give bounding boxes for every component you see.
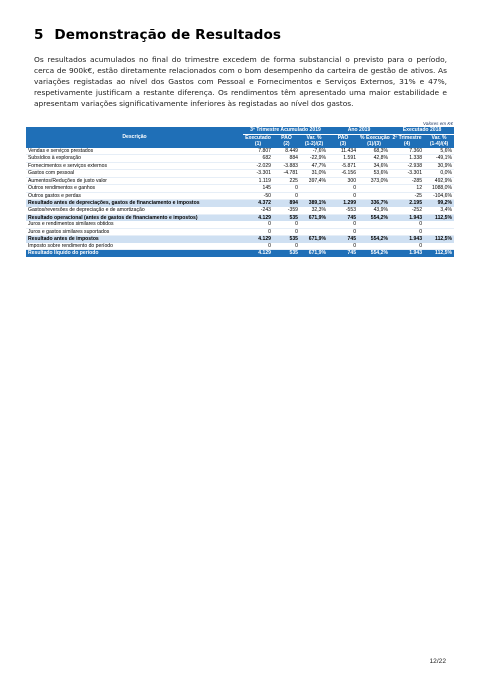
row-label: Juros e gastos similares suportados [26, 228, 243, 236]
row-value [358, 228, 390, 236]
row-value: 5,6% [424, 148, 454, 155]
row-value: 0 [243, 243, 273, 250]
row-value: 0 [390, 243, 424, 250]
row-value [424, 221, 454, 228]
row-value: 884 [273, 155, 300, 163]
row-value [358, 185, 390, 193]
row-value: 671,9% [300, 214, 328, 221]
row-value: 0,0% [424, 170, 454, 178]
table-row [26, 228, 454, 236]
subtotal-row [26, 236, 454, 243]
row-value [424, 243, 454, 250]
row-value: -553 [328, 207, 358, 214]
row-value: -2.029 [243, 162, 273, 170]
row-value: 682 [243, 155, 273, 163]
row-value: 1.943 [390, 214, 424, 221]
row-value: -22,9% [300, 155, 328, 163]
row-value: 894 [273, 200, 300, 207]
row-value: 32,3% [300, 207, 328, 214]
col-header: PAO [273, 134, 300, 141]
row-value: 554,2% [358, 236, 390, 243]
row-value: 0 [328, 192, 358, 200]
row-value: 554,2% [358, 250, 390, 257]
group-header-q3: 3º Trimestre Acumulado 2019 [243, 127, 328, 134]
row-value: 0 [328, 243, 358, 250]
row-value: -104,6% [424, 192, 454, 200]
row-value: 1.943 [390, 236, 424, 243]
group-header-prev: Executado 2018 [390, 127, 454, 134]
row-value: -4.781 [273, 170, 300, 178]
description-header: Descrição [26, 127, 243, 148]
table-row [26, 192, 454, 200]
col-header: Var. % [300, 134, 328, 141]
row-value: 53,6% [358, 170, 390, 178]
row-value: 8.449 [273, 148, 300, 155]
row-value [300, 243, 328, 250]
row-value: 7.807 [243, 148, 273, 155]
intro-paragraph: Os resultados acumulados no final do trimestre excedem de forma substancial o previsto para o período, cerca de 900k€, estão diretamente relacionados com o bom desempenho da carteira de gestão de ativos. As variações registadas ao nível dos Gastos com Pessoal e Fornecimentos e Serviços Externos, 31% e 47%, respetivamente justificam a restante diferença. Os rendimentos têm apresentado uma maior estabilidade e apresentam variações significativamente inferiores às registadas ao nível dos gastos. [34, 55, 447, 108]
col-header: Executado [243, 134, 273, 141]
row-value [300, 185, 328, 193]
row-value [358, 243, 390, 250]
row-value: 0 [273, 243, 300, 250]
row-value: 4.372 [243, 200, 273, 207]
row-value: -49,1% [424, 155, 454, 163]
col-subheader: (1-4)/(4) [424, 141, 454, 148]
row-value: -50 [243, 192, 273, 200]
row-value: 0 [328, 228, 358, 236]
row-label: Juros e rendimentos similares obtidos [26, 221, 243, 228]
table-row [26, 185, 454, 193]
col-header: % Execução [360, 134, 390, 141]
row-value: -5.871 [328, 162, 358, 170]
row-value: 4.129 [243, 250, 273, 257]
group-header-year: Ano 2019 [328, 127, 390, 134]
row-value: 34,6% [358, 162, 390, 170]
row-label: Subsídios à exploração [26, 155, 243, 163]
table-row [26, 243, 454, 250]
row-value: -359 [273, 207, 300, 214]
row-value: 1.299 [328, 200, 358, 207]
section-title: Demonstração de Resultados [54, 27, 282, 43]
row-value: 0 [390, 221, 424, 228]
row-value: 12 [390, 185, 424, 193]
row-value [424, 228, 454, 236]
col-header: Var. % [424, 134, 454, 141]
row-value: 492,9% [424, 177, 454, 185]
row-value: 0 [328, 185, 358, 193]
row-value: 745 [328, 236, 358, 243]
table-body [26, 148, 454, 257]
row-label: Resultado antes de impostos [26, 236, 243, 243]
row-value: -25 [390, 192, 424, 200]
row-value: 11.434 [328, 148, 358, 155]
row-value: -6.156 [328, 170, 358, 178]
row-value: 535 [273, 214, 300, 221]
row-value: 47,7% [300, 162, 328, 170]
row-value: 0 [273, 192, 300, 200]
row-value: 1.338 [390, 155, 424, 163]
row-value: 671,9% [300, 250, 328, 257]
row-value: 30,9% [424, 162, 454, 170]
row-value: 0 [328, 221, 358, 228]
table-row [26, 221, 454, 228]
row-value: 112,5% [424, 214, 454, 221]
col-header: PAO [328, 134, 358, 141]
row-value [358, 192, 390, 200]
row-value: 0 [273, 228, 300, 236]
col-subheader: (3) [328, 141, 358, 148]
row-value: 300 [328, 177, 358, 185]
subtotal-row [26, 200, 454, 207]
row-label: Gastos com pessoal [26, 170, 243, 178]
values-unit-note: Valores em K€ [423, 121, 453, 126]
row-value: -3.301 [243, 170, 273, 178]
row-label: Aumentos/Reduções de justo valor [26, 177, 243, 185]
row-value: 2.195 [390, 200, 424, 207]
row-value: 0 [390, 228, 424, 236]
row-label: Resultado antes de depreciações, gastos de financiamento e impostos [26, 200, 243, 207]
row-value [300, 221, 328, 228]
row-value: 554,2% [358, 214, 390, 221]
row-value: 112,5% [424, 236, 454, 243]
row-value: 535 [273, 250, 300, 257]
row-value: 112,5% [424, 250, 454, 257]
row-value: 225 [273, 177, 300, 185]
row-value: 1088,0% [424, 185, 454, 193]
col-subheader: (1)/(3) [358, 141, 390, 148]
col-header: 2º Trimestre [390, 134, 424, 141]
row-label: Vendas e serviços prestados [26, 148, 243, 155]
row-label: Resultado líquido do período [26, 250, 243, 257]
row-value [300, 228, 328, 236]
row-value: 4.129 [243, 236, 273, 243]
row-value: 68,3% [358, 148, 390, 155]
row-value: 745 [328, 250, 358, 257]
row-label: Resultado operacional (antes de gastos de financiamento e impostos) [26, 214, 243, 221]
row-value: 0 [273, 221, 300, 228]
row-value: 389,1% [300, 200, 328, 207]
col-subheader: (2) [273, 141, 300, 148]
row-value: 336,7% [358, 200, 390, 207]
row-value: 31,0% [300, 170, 328, 178]
col-subheader: (1) [243, 141, 273, 148]
row-value [300, 192, 328, 200]
row-value: 671,9% [300, 236, 328, 243]
row-value: 535 [273, 236, 300, 243]
section-number: 5 [34, 27, 44, 43]
row-value: 43,9% [358, 207, 390, 214]
row-value: 7.360 [390, 148, 424, 155]
table-row [26, 155, 454, 163]
table-row [26, 170, 454, 178]
row-value: -2.938 [390, 162, 424, 170]
row-label: Fornecimentos e serviços externos [26, 162, 243, 170]
table-row [26, 207, 454, 214]
row-value: 145 [243, 185, 273, 193]
row-label: Gastos/reversões de depreciação e de amortização [26, 207, 243, 214]
table-row [26, 148, 454, 155]
table-row [26, 162, 454, 170]
row-value: -243 [243, 207, 273, 214]
row-value: 1.119 [243, 177, 273, 185]
row-value: -285 [390, 177, 424, 185]
income-statement-table [26, 127, 454, 257]
col-subheader: (4) [390, 141, 424, 148]
row-value: 745 [328, 214, 358, 221]
row-value: 1.591 [328, 155, 358, 163]
row-value: -3.301 [390, 170, 424, 178]
row-label: Outros rendimentos e ganhos [26, 185, 243, 193]
row-value: 373,0% [358, 177, 390, 185]
row-value: 99,2% [424, 200, 454, 207]
row-value: 397,4% [300, 177, 328, 185]
col-subheader: (1-2)/(2) [300, 141, 328, 148]
row-value: 0 [243, 228, 273, 236]
total-row [26, 250, 454, 257]
row-value: -3.883 [273, 162, 300, 170]
row-value: 0 [273, 185, 300, 193]
row-value: 42,8% [358, 155, 390, 163]
row-value: 1.943 [390, 250, 424, 257]
section-heading [34, 27, 281, 43]
row-value [358, 221, 390, 228]
row-label: Imposto sobre rendimento do período [26, 243, 243, 250]
row-value: -252 [390, 207, 424, 214]
page-number: 12/22 [429, 658, 446, 665]
row-value: 3,4% [424, 207, 454, 214]
row-value: -7,6% [300, 148, 328, 155]
row-value: 0 [243, 221, 273, 228]
table-row [26, 177, 454, 185]
row-value: 4.129 [243, 214, 273, 221]
row-label: Outros gastos e perdas [26, 192, 243, 200]
subtotal-row [26, 214, 454, 221]
